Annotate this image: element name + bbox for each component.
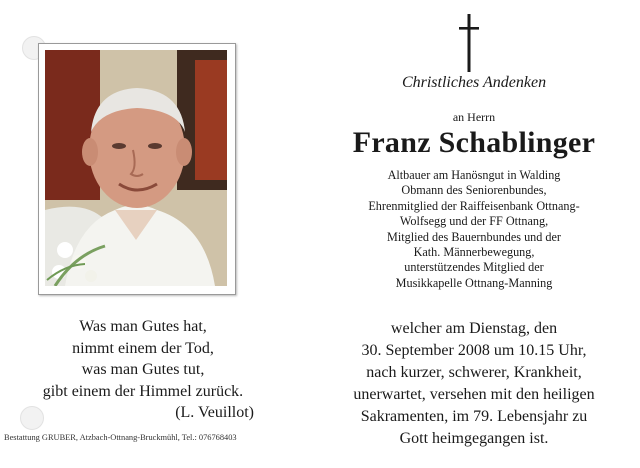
- death-notice: [322, 318, 626, 450]
- portrait-photo: [45, 50, 227, 286]
- biography: [322, 168, 626, 291]
- quote-line: gibt einem der Himmel zurück.: [42, 382, 244, 400]
- death-notice-line: Sakramenten, im 79. Lebensjahr zu: [360, 408, 588, 425]
- death-notice-line: unerwartet, versehen mit den heiligen: [353, 386, 595, 403]
- funeral-home-credit: Bestattung GRUBER, Atzbach-Ottnang-Bruckmühl, Tel.: 076768403: [4, 433, 237, 442]
- quote-line: Was man Gutes hat,: [79, 318, 207, 335]
- portrait-image: [45, 50, 227, 286]
- quote-line: was man Gutes tut,: [81, 361, 205, 378]
- biography-line: Wolfsegg und der FF Ottnang,: [399, 214, 549, 229]
- biography-line: Obmann des Seniorenbundes,: [401, 183, 547, 198]
- death-notice-line: welcher am Dienstag, den: [390, 320, 558, 337]
- portrait-frame: [38, 43, 236, 295]
- quote-author: (L. Veuillot): [175, 404, 254, 421]
- subtitle: Christliches Andenken: [401, 74, 547, 91]
- biography-line: Kath. Männerbewegung,: [413, 245, 535, 260]
- deceased-name: Franz Schablinger: [352, 126, 596, 159]
- death-notice-line: 30. September 2008 um 10.15 Uhr,: [361, 342, 587, 359]
- death-notice-line: Gott heimgegangen ist.: [399, 430, 549, 447]
- biography-line: Musikkapelle Ottnang-Manning: [395, 275, 553, 290]
- cross-icon: [457, 14, 481, 72]
- biography-line: Altbauer am Hanösngut in Walding: [387, 168, 561, 182]
- biography-line: unterstützendes Mitglied der: [404, 260, 544, 275]
- death-notice-line: nach kurzer, schwerer, Krankheit,: [366, 364, 582, 381]
- name-prefix: an Herrn: [452, 110, 496, 124]
- biography-line: Ehrenmitglied der Raiffeisenbank Ottnang-: [368, 198, 580, 213]
- quote-line: nimmt einem der Tod,: [72, 339, 214, 357]
- quote: [30, 316, 256, 424]
- biography-line: Mitglied des Bauernbundes und der: [387, 229, 561, 244]
